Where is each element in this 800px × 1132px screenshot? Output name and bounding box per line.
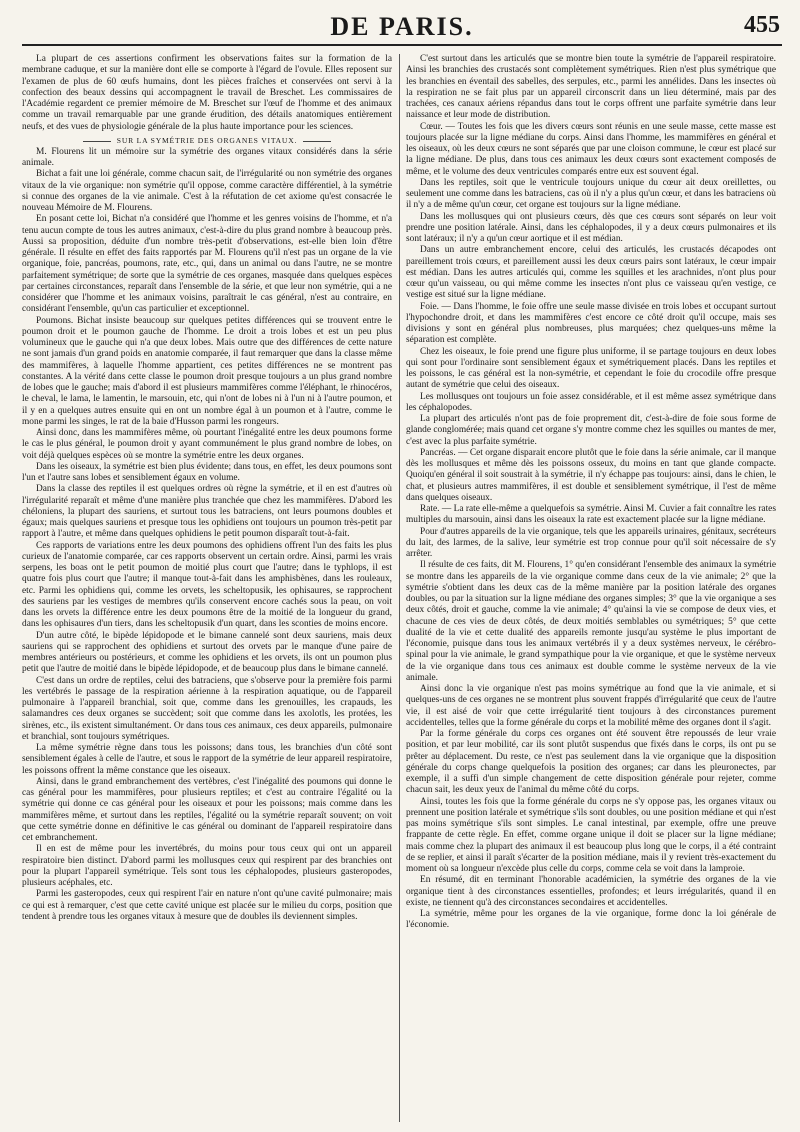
paragraph: En résumé, dit en terminant l'honorable académicien, la symétrie des organes de la vie organique tient à des circonstances essentielles, profondes; et leurs irrégularités, quand il en existe, ne tiennent qu'à des circonstances secondaires et accidentelles. [406, 875, 776, 908]
paragraph: Ainsi donc la vie organique n'est pas moins symétrique au fond que la vie animale, et si quelques-uns de ces organes ne se montrent plus souvent frappés d'irrégularité que ceux de l'autre vie, il est aisé de voir que cette irrégularité tient toujours à des circonstances purement accidentelles, telles que la forme générale du corps et la mobilité même des organes dont il s'agit. [406, 684, 776, 728]
left-column [22, 54, 392, 1122]
right-column [406, 54, 776, 1122]
paragraph: Dans un autre embranchement encore, celui des articulés, les crustacés décapodes ont pareillement trois cœurs, et pareillement aussi les deux cœurs pairs sont latéraux, le cœur impair est médian. Dans les autres articulés qui, comme les squilles et les arachnides, n'ont plus pour cœur qu'un vaisseau, ou qui même comme les insectes n'ont plus ce vaisseau qu'en vestige, ce vestige est situé sur la ligne médiane. [406, 245, 776, 301]
paragraph: Cœur. — Toutes les fois que les divers cœurs sont réunis en une seule masse, cette masse est toujours placée sur la ligne médiane du corps. Ainsi dans l'homme, les mammifères en général et les oiseaux, où les deux cœurs ne sont séparés que par une cloison commune, le cœur est placé sur la ligne médiane. De plus, dans tous ces animaux les deux cœurs sont exactement composés de même, et le volume des deux ventricules comparés entre eux est souvent égal. [406, 121, 776, 177]
paragraph: La symétrie, même pour les organes de la vie organique, forme donc la loi générale de l'économie. [406, 909, 776, 931]
paragraph: Ces rapports de variations entre les deux poumons des ophidiens offrent l'un des faits les plus curieux de l'anatomie comparée, car ces rapports observent un certain ordre. Ainsi, parmi les vrais serpens, les boas ont le petit poumon de moitié plus court que l'autre; dans le typhlops, il est quatre fois plus court que l'autre; il manque tout-à-fait dans les amphisbènes, dans les rouleaux, etc. Parmi les ophidiens qui, comme les orvets, les scheltopusik, les ophisaures, se rapprochent des sauriens par les vestiges de membres qu'ils conservent encore cachés sous la peau, on voit dans les orvets la différence entre les deux poumons être de la moitié de la longueur du grand, dans les ophisaures d'un tiers, dans les scheltopusik d'un quart, dans les sconties de moins encore. [22, 540, 392, 630]
paragraph: Dans les reptiles, soit que le ventricule toujours unique du cœur ait deux oreillettes, ou seulement une comme dans les batraciens, cas où il n'y a plus qu'un cœur, et dans les batraciens où il n'y a de même qu'un cœur, cet organe est toujours sur la ligne médiane. [406, 177, 776, 211]
column-divider [399, 54, 400, 1122]
page-number: 455 [744, 12, 780, 38]
paragraph: Ainsi, dans le grand embranchement des vertèbres, c'est l'inégalité des poumons qui donne le cas général pour les mammifères, pour plusieurs reptiles; et c'est au contraire l'égalité ou la symétrie qui donne ce cas général pour les oiseaux et pour les poissons; mais comme dans les mammifères même, et surtout dans les reptiles, l'égalité ou la symétrie reparaît souvent; on voit que cette symétrie donne en définitive le cas général ou dominant de l'appareil respiratoire dans cet embranchement. [22, 776, 392, 843]
paragraph: La même symétrie règne dans tous les poissons; dans tous, les branchies d'un côté sont sensiblement égales à celle de l'autre, et sous le rapport de la symétrie de leur appareil respiratoire, les poissons offrent la même constance que les oiseaux. [22, 743, 392, 776]
paragraph: Ainsi donc, dans les mammifères même, où pourtant l'inégalité entre les deux poumons forme le cas le plus général, le poumon droit y ayant communément le plus grand nombre de lobes, on voit déjà quelques espèces où se montre la symétrie entre les deux organes. [22, 428, 392, 461]
paragraph: Foie. — Dans l'homme, le foie offre une seule masse divisée en trois lobes et occupant surtout l'hypochondre droit, et dans les mammifères c'est encore ce côté droit qu'il occupe, mais ses divisions y sont en général plus nombreuses, plus marquées; chez quelques-uns même la séparation est complète. [406, 301, 776, 346]
paragraph: Dans la classe des reptiles il est quelques ordres où règne la symétrie, et il en est d'autres où l'irrégularité reparaît et même d'une manière plus tranchée que chez les mammifères. D'abord les chéloniens, la plupart des sauriens, et surtout tous les batraciens, ont leurs poumons doubles et égaux; mais quelques sauriens et presque tous les ophidiens ont toujours un poumon très-petit par rapport à l'autre, et même dans quelques ophidiens le petit poumon disparaît tout-à-fait. [22, 484, 392, 540]
intro-paragraphs [22, 54, 392, 133]
paragraph: Il résulte de ces faits, dit M. Flourens, 1° qu'en considérant l'ensemble des animaux la symétrie se montre dans les appareils de la vie organique comme dans ceux de la vie animale; 2° que la symétrie s'obtient dans les deux cas de la même manière par la position latérale des organes doubles, ou par la situation sur la ligne médiane des organes simples; 3° que la vie organique a ses deux côtés, droit et gauche, comme la vie animale; 4° qu'ainsi la vie se compose de deux vies, et chacune de ces vies de deux côtés, de deux moitiés semblables ou symétriques; 5° que cette dualité de la vie et cette dualité des appareils remonte jusqu'au système le plus important de l'économie, puisque dans tous les animaux vertébrés il y a deux systèmes nerveux, le cérébro-spinal pour la vie animale, le grand sympathique pour la vie organique, et que le système nerveux de la vie organique dans tous ces animaux est double comme le système nerveux de la vie animale. [406, 560, 776, 683]
running-title: DE PARIS. [330, 12, 474, 41]
left-body-paragraphs [22, 147, 392, 923]
paragraph: Par la forme générale du corps ces organes ont été souvent être repoussés de leur vraie position, et par leur mobilité, car ils sont plutôt suspendus que fixés dans le corps, ils ont pu se prêter au déplacement. Du reste, ce n'est pas seulement dans la vie organique que la disposition générale du corps change quelquefois la position des organes; car dans les pleuronectes, par exemple, il a suffi d'un simple changement de cette disposition générale pour rejeter, comme chacun sait, les deux yeux de l'animal du même côté du corps. [406, 729, 776, 796]
paragraph: Dans les oiseaux, la symétrie est bien plus évidente; dans tous, en effet, les deux poumons sont l'un et l'autre sans lobes et sensiblement égaux en volume. [22, 461, 392, 483]
paragraph: M. Flourens lit un mémoire sur la symétrie des organes vitaux considérés dans la série animale. [22, 146, 392, 168]
paragraph: En posant cette loi, Bichat n'a considéré que l'homme et les genres voisins de l'homme, et n'a tenu aucun compte de tous les autres animaux, c'est-à-dire du plus grand nombre à beaucoup près. Aussi sa proposition, déduite d'un nombre très-petit d'observations, est-elle bien loin d'être générale. Il résulte en effet des faits rapportés par M. Flourens qu'il n'est pas un organe de la vie organique, foie, pancréas, poumons, rate, etc., qui, dans un animal ou dans l'autre, ne se montre parfaitement symétrique; de sorte que la symétrie de ces organes, masquée dans quelques espèces par certaines circonstances, reparaît dans l'ensemble de la série, et que leur non symétrie, qui a ne considérer que l'homme et les animaux voisins, paraîtrait le cas général, n'est au contraire, en considérant l'ensemble, qu'un cas particulier et exceptionnel. [22, 214, 392, 315]
paragraph: Poumons. Bichat insiste beaucoup sur quelques petites différences qui se trouvent entre le poumon droit et le poumon gauche de l'homme. Le droit a trois lobes et est un peu plus volumineux que le gauche qui n'a que deux lobes. Mais outre que des différences de cette nature ne sont jamais d'un grand poids en anatomie comparée, il faut remarquer que dans la classe même des mammifères, à laquelle l'homme appartient, ces petites différences ne se montrent pas constantes. A la vérité dans cette classe le poumon droit presque toujours a un plus grand nombre de lobes que le gauche; mais d'abord il est plusieurs mammifères comme l'éléphant, le rhinocéros, le cheval, le lama, le lamentin, le marsouin, etc, qui n'ont de lobes ni à l'un ni à l'autre poumon, et il y en a quelques autres ensuite qui en ont un nombre égal à un poumon et à l'autre, comme le mone parmi les singes, le rat de la baie d'Husson parmi les rongeurs. [22, 315, 392, 427]
paragraph: Ainsi, toutes les fois que la forme générale du corps ne s'y oppose pas, les organes vitaux ou prennent une position latérale et symétrique s'ils sont doubles, ou une position médiane et qui n'est pas moins symétrique s'ils sont simples. Le canal intestinal, par exemple, offre une preuve frappante de cette règle. En effet, comme organe unique il doit se placer sur la ligne médiane; mais comme chez la plupart des animaux il est beaucoup plus long que le corps, il a été contraint de se replier, et ainsi il paraît s'écarter de la position médiane, mais il y revient très-exactement du moment où sa longueur n'excède plus celle du corps, comme cela se voit dans la lamproie. [406, 796, 776, 874]
paragraph: Il en est de même pour les invertébrés, du moins pour tous ceux qui ont un appareil respiratoire bien distinct. D'abord parmi les mollusques ceux qui respirent par des branchies ont pour la plupart l'appareil symétrique. Tels sont tous les céphalopodes, plusieurs gasteropodes, plusieurs acéphales, etc. [22, 844, 392, 888]
paragraph: Les mollusques ont toujours un foie assez considérable, et il est même assez symétrique dans les céphalopodes. [406, 391, 776, 413]
paragraph: La plupart de ces assertions confirment les observations faites sur la formation de la membrane caduque, et sur la manière dont elle se comporte à l'égard de l'ovule. Elles reposent sur l'examen de plus de 60 œufs humains, dont les pièces fraîches et conservées ont servi à la confection des beaux dessins qui accompagnent le travail de Breschet. Les commissaires de l'Académie regardent ce premier mémoire de M. Breschet sur l'œuf de l'homme et des animaux comme un travail remarquable par une grande érudition, des détails anatomiques entièrement neufs, et des vues de physiologie générale de la plus haute importance pour les sciences. [22, 54, 392, 132]
paragraph: Bichat a fait une loi générale, comme chacun sait, de l'irrégularité ou non symétrie des organes vitaux de la vie organique: non symétrie qu'il oppose, comme caractère différentiel, à la symétrie si connue des organes de la vie animale. C'est à la réfutation de cet axiome qu'est consacrée le nouveau Mémoire de M. Flourens. [22, 169, 392, 213]
paragraph: Parmi les gasteropodes, ceux qui respirent l'air en nature n'ont qu'une cavité pulmonaire; mais ce qui est à remarquer, c'est que cette cavité unique est placée sur le milieu du corps, position que tendent à prendre tous les organes vitaux à mesure que de doubles ils deviennent simples. [22, 889, 392, 922]
paragraph: Dans les mollusques qui ont plusieurs cœurs, dès que ces cœurs sont séparés on leur voit prendre une position latérale. Ainsi, dans les céphalopodes, il y a deux cœurs pulmonaires et ils sont latéraux; il n'y a qu'un cœur aortique et il est médian. [406, 211, 776, 244]
newspaper-page [22, 10, 782, 1122]
paragraph: Pancréas. — Cet organe disparait encore plutôt que le foie dans la série animale, car il manque dès les mollusques et même dès les poissons osseux, du moins en tant que glande compacte. Quoiqu'en général il soit soustrait à la symétrie, il n'y échappe pas toujours: ainsi, dans le chien, le chat, et plusieurs autres mammifères, il est double et sensiblement symétrique, il l'est de même dans quelques oiseaux. [406, 447, 776, 503]
section-heading: SUR LA SYMÉTRIE DES ORGANES VITAUX. [22, 136, 392, 145]
paragraph: Pour d'autres appareils de la vie organique, tels que les appareils urinaires, génitaux, secréteurs du lait, des larmes, de la salive, leur symétrie est trop connue pour qu'il soit nécessaire de s'y arrêter. [406, 526, 776, 559]
paragraph: Rate. — La rate elle-même a quelquefois sa symétrie. Ainsi M. Cuvier a fait connaître les rates multiples du marsouin, ainsi dans les oiseaux la rate est exactement placée sur la ligne médiane. [406, 504, 776, 526]
paragraph: D'un autre côté, le bipède lépidopode et le bimane cannelé sont deux sauriens, mais deux sauriens qui se rapprochent des ophidiens et surtout des orvets par le manque d'une paire de membres antérieurs ou postérieurs, et comme les ophidiens et les orvets, ils ont un poumon plus petit que l'autre de moitié dans le bipède lépidopode, et de beaucoup plus dans le bimane cannelé. [22, 630, 392, 675]
paragraph: La plupart des articulés n'ont pas de foie proprement dit, c'est-à-dire de foie sous forme de glande conglomérée; mais quand cet organe s'y montre comme chez les squilles ou mantes de mer, c'est avec la plus parfaite symétrie. [406, 414, 776, 447]
article-columns [22, 54, 782, 1122]
paragraph: Chez les oiseaux, le foie prend une figure plus uniforme, il se partage toujours en deux lobes qui sont pour l'ordinaire sont sensiblement égaux et symétriquement placés. Dans les reptiles et les poissons, le cas général est la non-symétrie, et cependant le foie du crocodile offre presque autant de symétrie que celui des oiseaux. [406, 346, 776, 391]
running-head [22, 10, 782, 46]
paragraph: C'est surtout dans les articulés que se montre bien toute la symétrie de l'appareil respiratoire. Ainsi les branchies des crustacés sont complètement symétriques. Rien n'est plus symétrique que les branchies en éventail des sabelles, des serpules, etc., parmi les annélides. Dans les insectes où la respiration ne se fait plus par un appareil circonscrit dans un lieu déterminé, mais par des trachées, ces canaux aériens répandus dans tout le corps offrent une parfaite symétrie dans leur naissance et leur mode de distribution. [406, 54, 776, 121]
paragraph: C'est dans un ordre de reptiles, celui des batraciens, que s'observe pour la première fois parmi les vertébrés le passage de la respiration aérienne à la respiration aquatique, ou de l'appareil pulmonaire à l'appareil branchial, soit que, comme dans les grenouilles, les crapauds, les salamandres ces deux organes se succèdent; soit que comme dans les axolotls, les protées, les sirènes, etc., ils existent simultanément. Or dans tous ces animaux, ces deux appareils, pulmonaire et branchial, sont toujours symétriques. [22, 675, 392, 742]
